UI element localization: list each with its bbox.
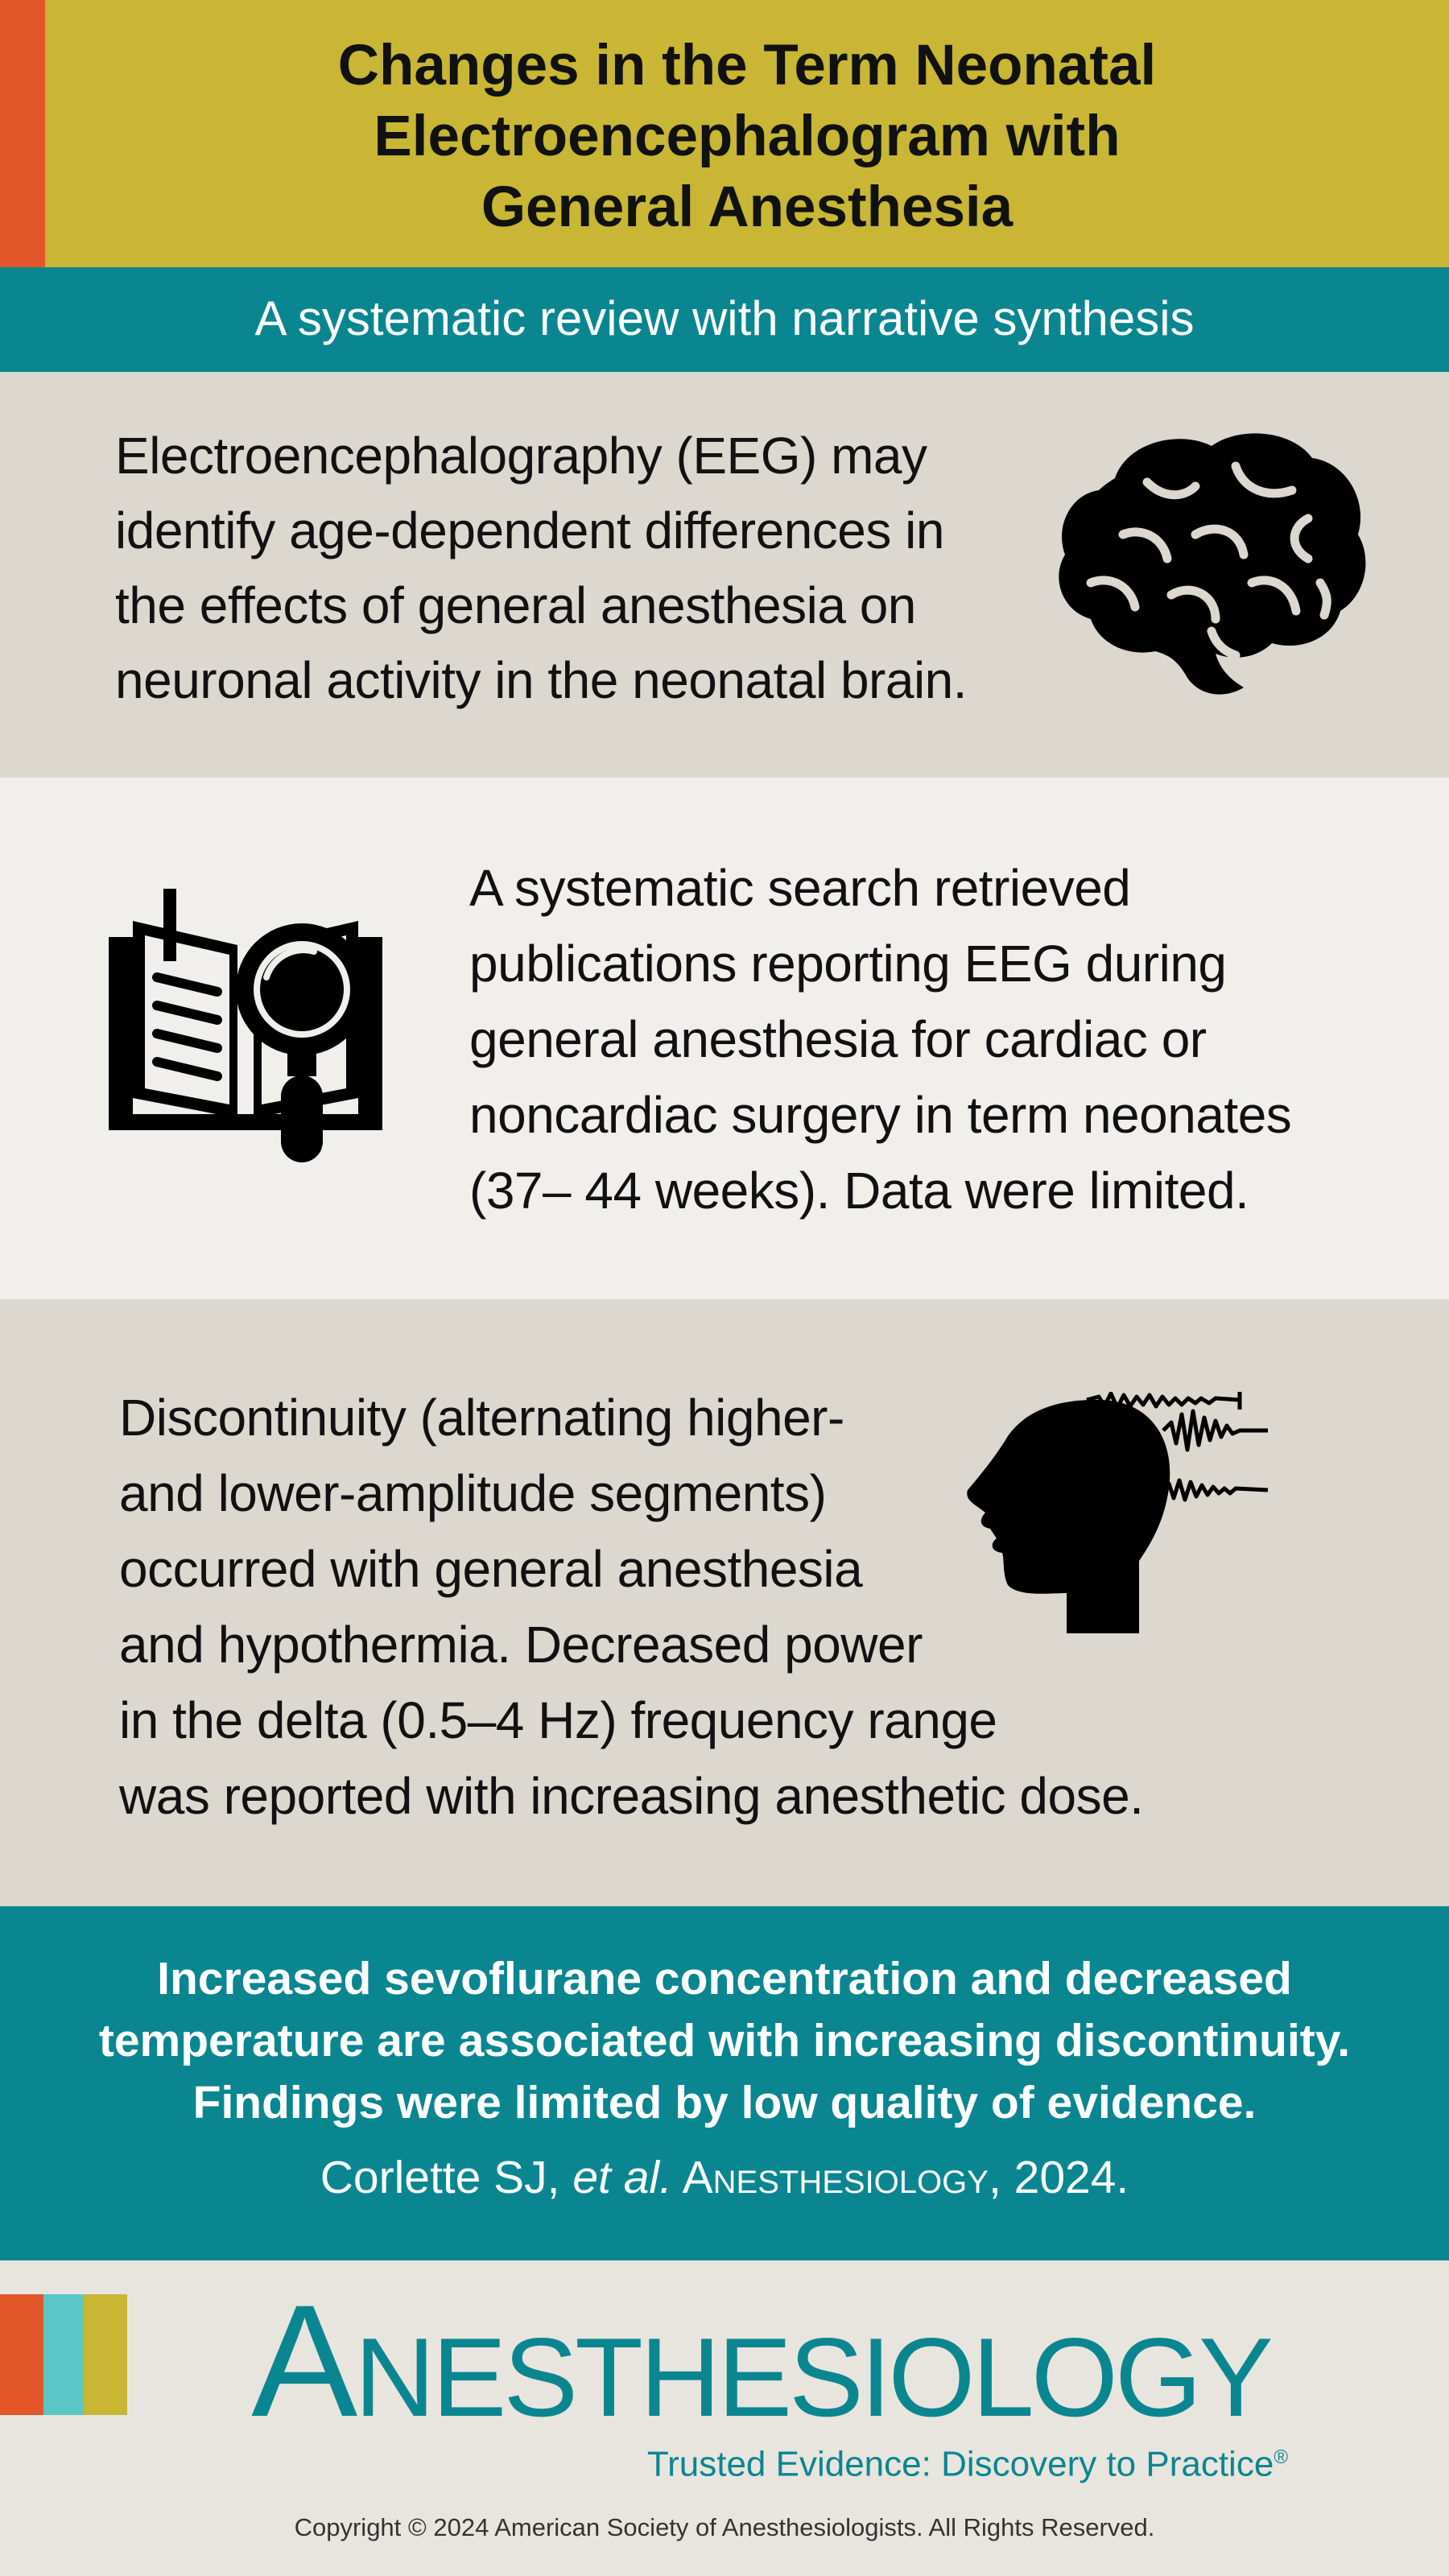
text-line: identify age-dependent differences in [115, 502, 944, 559]
header-accent-stripe [0, 0, 45, 267]
conclusion-band [0, 1906, 1449, 2260]
text-line: the effects of general anesthesia on [115, 576, 916, 634]
text-line: and hypothermia. Decreased power [119, 1616, 923, 1674]
text-line: occurred with general anesthesia [119, 1540, 863, 1598]
tagline-text: Trusted Evidence: Discovery to Practice [646, 2444, 1274, 2484]
citation-journal: Anesthesiology [671, 2152, 989, 2203]
methods-text [469, 850, 1291, 1228]
citation-etal: et al. [572, 2152, 672, 2203]
book-magnifier-icon [109, 889, 398, 1162]
copyright-notice: Copyright © 2024 American Society of Anesthesiologists. All Rights Reserved. [294, 2513, 1155, 2541]
text-line: in the delta (0.5–4 Hz) frequency range [119, 1691, 997, 1749]
conclusion-text [0, 1948, 1449, 2134]
section-methods [0, 778, 1449, 1299]
citation-authors: Corlette SJ, [320, 2152, 573, 2203]
brain-icon [1051, 422, 1373, 712]
text-line: temperature are associated with increasing discontinuity. [98, 2015, 1351, 2066]
citation-year: , 2024. [988, 2152, 1129, 2203]
text-line: neuronal activity in the neonatal brain. [115, 651, 968, 709]
header-banner [0, 0, 1449, 267]
subtitle-text: A systematic review with narrative synthesis [254, 291, 1195, 345]
brand-color-block [84, 2294, 127, 2415]
registered-mark: ® [1274, 2446, 1288, 2468]
footer [0, 2260, 1449, 2576]
text-line: and lower-amplitude segments) [119, 1464, 827, 1522]
text-line: A systematic search retrieved [469, 859, 1131, 917]
citation [0, 2149, 1449, 2206]
section-background [0, 372, 1449, 778]
text-line: (37– 44 weeks). Data were limited. [469, 1162, 1249, 1220]
text-line: Findings were limited by low quality of evidence. [192, 2077, 1257, 2128]
title-line: General Anesthesia [481, 175, 1013, 239]
journal-logo: Anesthesiology [251, 2272, 1270, 2450]
title-line: Electroencephalogram with [374, 105, 1121, 168]
text-line: Increased sevoflurane concentration and decreased [157, 1953, 1292, 2004]
brand-color-block [0, 2294, 43, 2415]
title-line: Changes in the Term Neonatal [337, 34, 1157, 97]
subtitle-band [0, 267, 1449, 372]
text-line: general anesthesia for cardiac or [469, 1010, 1207, 1068]
section-results [0, 1299, 1449, 1906]
text-line: noncardiac surgery in term neonates [469, 1086, 1292, 1144]
brand-color-block [43, 2294, 84, 2415]
text-line: publications reporting EEG during [469, 935, 1227, 993]
page-title [45, 31, 1449, 243]
background-text [115, 419, 967, 718]
journal-tagline [483, 2436, 1288, 2487]
text-line: Electroencephalography (EEG) may [115, 427, 927, 485]
head-eeg-icon [958, 1392, 1296, 1641]
text-line: Discontinuity (alternating higher- [119, 1389, 844, 1447]
text-line: was reported with increasing anesthetic dose. [119, 1767, 1144, 1825]
